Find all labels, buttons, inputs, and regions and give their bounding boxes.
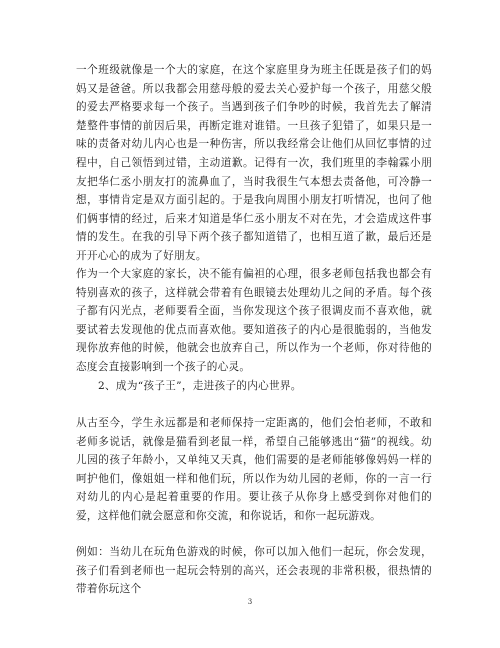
paragraph-example-role-play: 例如：当幼儿在玩角色游戏的时候，你可以加入他们一起玩，你会发现，孩子们看到老师也一起玩会特别的高兴，还会表现的非常积极，很热情的带着你玩这个 <box>76 546 432 596</box>
paragraph-teacher-student-distance: 从古至今，学生永远都是和老师保持一定距离的，他们会怕老师，不敢和老师多说话，就像是猫看到老鼠一样，希望自己能够逃出“猫”的视线。幼儿园的孩子年龄小，又单纯又天真，他们需要的是老师能够像妈妈一样的呵护他们，像姐姐一样和他们玩，所以作为幼儿园的老师，你的一言一行对幼儿的内心是起着重要的作用。要让孩子从你身上感受到你对他们的爱，这样他们就会愿意和你交流，和你说话，和你一起玩游戏。 <box>76 417 432 522</box>
paragraph-class-as-family: 一个班级就像是一个大的家庭，在这个家庭里身为班主任既是孩子们的妈妈又是爸爸。所以我都会用慈母般的爱去关心爱护每一个孩子，用慈父般的爱去严格要求每一个孩子。当遇到孩子们争吵的时候，我首先去了解清楚整件事情的前因后果，再断定谁对谁错。一旦孩子犯错了，如果只是一味的责备对幼儿内心也是一种伤害，所以我经常会让他们从回忆事情的过程中，自己领悟到过错，主动道歉。记得有一次，我们班里的李翰霖小朋友把华仁丞小朋友打的流鼻血了，当时我很生气本想去责备他，可冷静一想，事情肯定是双方面引起的。于是我向周围小朋友打听情况，也问了他们俩事情的经过，后来才知道是华仁丞小朋友不对在先，才会造成这件事情的发生。在我的引导下两个孩子都知道错了，也相互道了歉，最后还是开开心心的成为了好朋友。 <box>76 64 432 262</box>
section-heading: 2、成为“孩子王”，走进孩子的内心世界。 <box>98 380 302 392</box>
paragraph-no-favoritism: 作为一个大家庭的家长，决不能有偏袒的心理，很多老师包括我也都会有特别喜欢的孩子，这样就会带着有色眼镜去处理幼儿之间的矛盾。每个孩子都有闪光点，老师要看全面，当你发现这个孩子很调皮而不喜欢他，就要试着去发现他的优点而喜欢他。要知道孩子的内心是很脆弱的，当他发现你放弃他的时候，他就会也放弃自己，所以作为一个老师，你对待他的态度会直接影响到一个孩子的心灵。 <box>76 268 432 373</box>
page-number: 3 <box>247 598 253 606</box>
